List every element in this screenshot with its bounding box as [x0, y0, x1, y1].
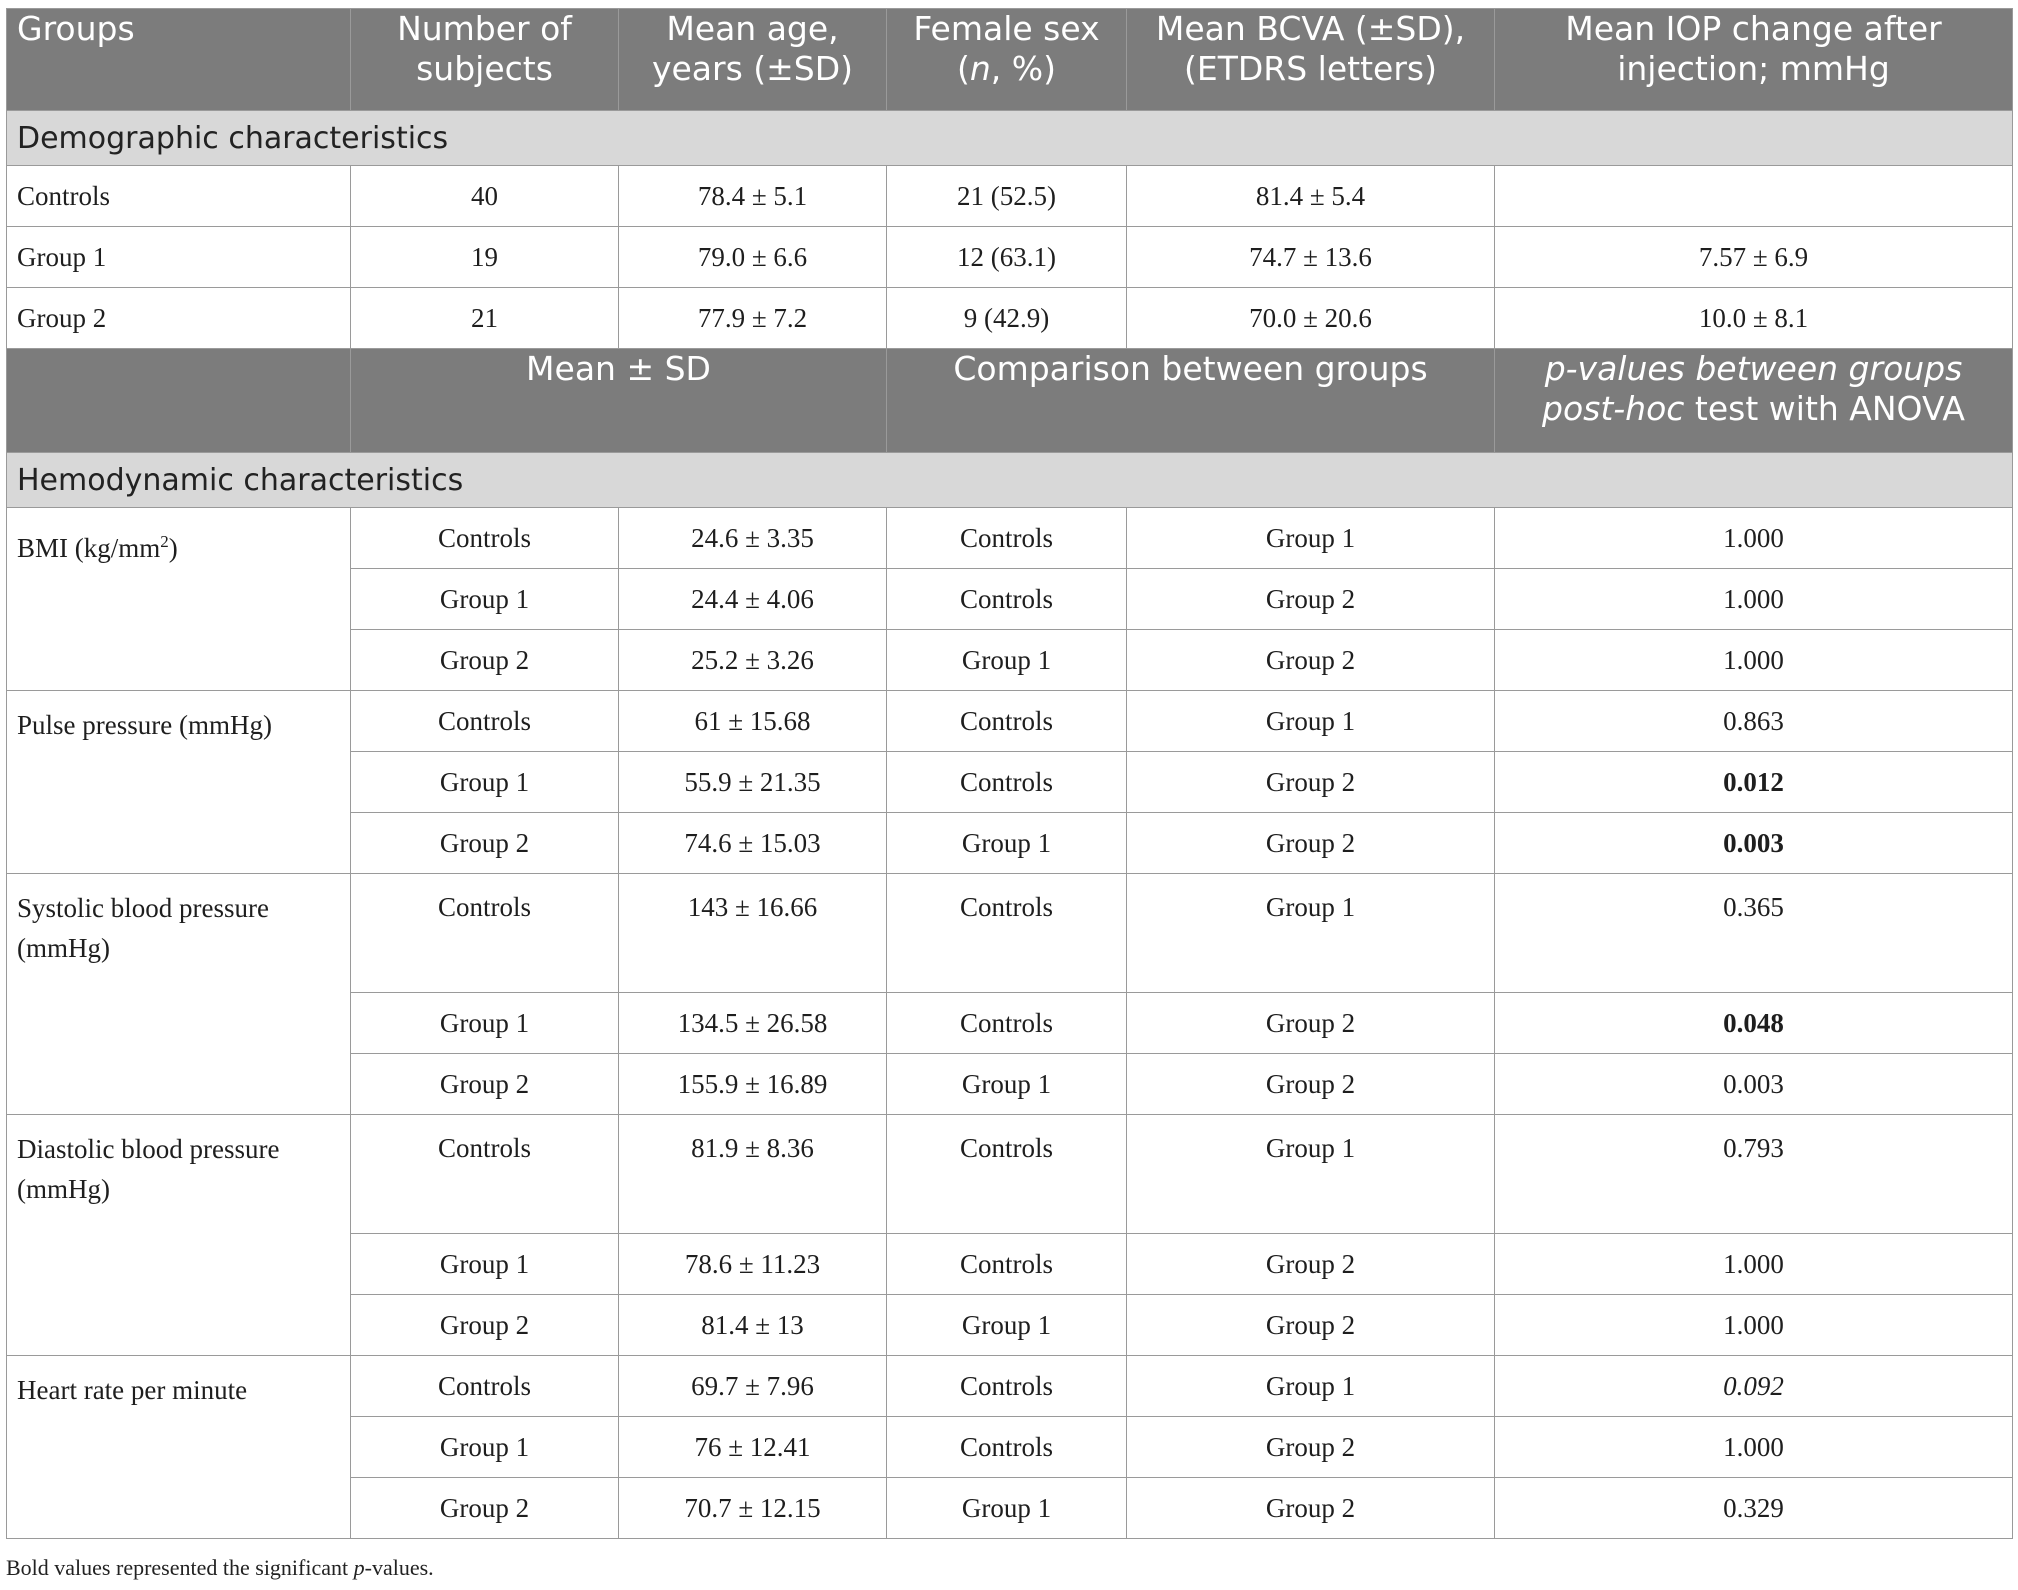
cell-p-value: 0.003 — [1495, 1054, 2013, 1115]
cell-mean-sd: 81.9 ± 8.36 — [619, 1115, 887, 1234]
row-label-heart-rate: Heart rate per minute — [7, 1356, 351, 1539]
cell-compare-b: Group 1 — [1127, 691, 1495, 752]
cell-compare-a: Controls — [887, 1115, 1127, 1234]
cell-mean-sd: 55.9 ± 21.35 — [619, 752, 887, 813]
table-row — [7, 1356, 2013, 1417]
cell-female: 21 (52.5) — [887, 166, 1127, 227]
cell-mean-sd: 69.7 ± 7.96 — [619, 1356, 887, 1417]
col-header-mean-bcva: Mean BCVA (±SD), (ETDRS letters) — [1127, 9, 1495, 111]
cell-p-value-significant: 0.012 — [1495, 752, 2013, 813]
results-table — [6, 8, 2013, 1539]
cell-n: 21 — [351, 288, 619, 349]
cell-p-value: 0.863 — [1495, 691, 2013, 752]
cell-mean-sd: 24.6 ± 3.35 — [619, 508, 887, 569]
cell-p-value-significant: 0.048 — [1495, 993, 2013, 1054]
cell-bcva: 81.4 ± 5.4 — [1127, 166, 1495, 227]
cell-group: Group 2 — [351, 1478, 619, 1539]
cell-compare-a: Controls — [887, 508, 1127, 569]
row-label-bmi: BMI $(kg/mm^2)$ — [7, 508, 351, 691]
cell-group: Group 1 — [351, 569, 619, 630]
table-row — [7, 508, 2013, 569]
col-header-mean-age: Mean age, years (±SD) — [619, 9, 887, 111]
cell-group: Controls — [351, 508, 619, 569]
cell-female: 12 (63.1) — [887, 227, 1127, 288]
cell-compare-b: Group 2 — [1127, 1417, 1495, 1478]
cell-compare-b: Group 1 — [1127, 1115, 1495, 1234]
cell-group: Group 2 — [351, 1295, 619, 1356]
table-footnote: Bold values represented the significant p-values. — [6, 1555, 434, 1580]
cell-compare-a: Controls — [887, 691, 1127, 752]
cell-n: 40 — [351, 166, 619, 227]
cell-compare-a: Controls — [887, 752, 1127, 813]
table-header-row — [7, 9, 2013, 111]
cell-compare-b: Group 2 — [1127, 630, 1495, 691]
table-row — [7, 1115, 2013, 1234]
cell-group: Controls — [351, 874, 619, 993]
section-label: Demographic characteristics — [7, 111, 2013, 166]
cell-compare-a: Group 1 — [887, 1478, 1127, 1539]
table-subheader-row — [7, 349, 2013, 453]
col-header-number-of-subjects: Number of subjects — [351, 9, 619, 111]
cell-p-value: 0.365 — [1495, 874, 2013, 993]
cell-compare-b: Group 1 — [1127, 508, 1495, 569]
row-group: Group 1 — [7, 227, 351, 288]
cell-mean-sd: 134.5 ± 26.58 — [619, 993, 887, 1054]
cell-compare-a: Group 1 — [887, 1295, 1127, 1356]
cell-p-value-significant: 0.003 — [1495, 813, 2013, 874]
table-row — [7, 166, 2013, 227]
cell-compare-a: Group 1 — [887, 630, 1127, 691]
table-row — [7, 874, 2013, 993]
col-header-mean-iop-change: Mean IOP change after injection; mmHg — [1495, 9, 2013, 111]
cell-female: 9 (42.9) — [887, 288, 1127, 349]
cell-mean-sd: 143 ± 16.66 — [619, 874, 887, 993]
subheader-empty — [7, 349, 351, 453]
cell-group: Controls — [351, 691, 619, 752]
table-row — [7, 227, 2013, 288]
cell-age: 77.9 ± 7.2 — [619, 288, 887, 349]
cell-p-value: 1.000 — [1495, 630, 2013, 691]
cell-mean-sd: 61 ± 15.68 — [619, 691, 887, 752]
cell-compare-b: Group 1 — [1127, 1356, 1495, 1417]
cell-group: Controls — [351, 1356, 619, 1417]
cell-p-value: 1.000 — [1495, 508, 2013, 569]
row-label-systolic-bp: Systolic blood pressure (mmHg) — [7, 874, 351, 1115]
table-row — [7, 691, 2013, 752]
cell-p-value: 1.000 — [1495, 1417, 2013, 1478]
cell-bcva: 70.0 ± 20.6 — [1127, 288, 1495, 349]
cell-compare-a: Group 1 — [887, 813, 1127, 874]
cell-group: Group 1 — [351, 993, 619, 1054]
cell-compare-b: Group 2 — [1127, 813, 1495, 874]
cell-mean-sd: 81.4 ± 13 — [619, 1295, 887, 1356]
cell-mean-sd: 78.6 ± 11.23 — [619, 1234, 887, 1295]
cell-mean-sd: 74.6 ± 15.03 — [619, 813, 887, 874]
cell-compare-b: Group 2 — [1127, 1295, 1495, 1356]
cell-compare-a: Controls — [887, 993, 1127, 1054]
cell-compare-a: Group 1 — [887, 1054, 1127, 1115]
row-group: Group 2 — [7, 288, 351, 349]
section-demographic — [7, 111, 2013, 166]
cell-group: Group 2 — [351, 630, 619, 691]
cell-group: Group 2 — [351, 813, 619, 874]
cell-mean-sd: 76 ± 12.41 — [619, 1417, 887, 1478]
cell-mean-sd: 70.7 ± 12.15 — [619, 1478, 887, 1539]
col-header-comparison: Comparison between groups — [887, 349, 1495, 453]
cell-mean-sd: 155.9 ± 16.89 — [619, 1054, 887, 1115]
cell-iop: 7.57 ± 6.9 — [1495, 227, 2013, 288]
cell-group: Group 1 — [351, 1234, 619, 1295]
cell-compare-b: Group 2 — [1127, 569, 1495, 630]
cell-compare-a: Controls — [887, 874, 1127, 993]
row-label-pulse-pressure: Pulse pressure (mmHg) — [7, 691, 351, 874]
cell-iop: 10.0 ± 8.1 — [1495, 288, 2013, 349]
cell-bcva: 74.7 ± 13.6 — [1127, 227, 1495, 288]
cell-mean-sd: 24.4 ± 4.06 — [619, 569, 887, 630]
cell-p-value: 1.000 — [1495, 1234, 2013, 1295]
cell-mean-sd: 25.2 ± 3.26 — [619, 630, 887, 691]
cell-age: 78.4 ± 5.1 — [619, 166, 887, 227]
cell-p-value: 1.000 — [1495, 569, 2013, 630]
cell-compare-a: Controls — [887, 1417, 1127, 1478]
col-header-female-sex: Female sex (n, %) — [887, 9, 1127, 111]
cell-n: 19 — [351, 227, 619, 288]
cell-age: 79.0 ± 6.6 — [619, 227, 887, 288]
cell-group: Group 1 — [351, 752, 619, 813]
cell-compare-b: Group 2 — [1127, 752, 1495, 813]
cell-iop — [1495, 166, 2013, 227]
col-header-mean-sd: Mean ± SD — [351, 349, 887, 453]
section-label: Hemodynamic characteristics — [7, 453, 2013, 508]
col-header-p-values: p-values between groups post-hoc test with ANOVA — [1495, 349, 2013, 453]
row-group: Controls — [7, 166, 351, 227]
cell-p-value: 0.793 — [1495, 1115, 2013, 1234]
cell-compare-b: Group 2 — [1127, 993, 1495, 1054]
cell-p-value: 0.329 — [1495, 1478, 2013, 1539]
col-header-groups: Groups — [7, 9, 351, 111]
table-row — [7, 288, 2013, 349]
cell-compare-a: Controls — [887, 569, 1127, 630]
section-hemodynamic — [7, 453, 2013, 508]
cell-group: Controls — [351, 1115, 619, 1234]
cell-compare-b: Group 2 — [1127, 1478, 1495, 1539]
cell-compare-a: Controls — [887, 1234, 1127, 1295]
row-label-diastolic-bp: Diastolic blood pressure (mmHg) — [7, 1115, 351, 1356]
cell-compare-a: Controls — [887, 1356, 1127, 1417]
cell-p-value-trend: 0.092 — [1495, 1356, 2013, 1417]
cell-compare-b: Group 1 — [1127, 874, 1495, 993]
cell-compare-b: Group 2 — [1127, 1054, 1495, 1115]
cell-p-value: 1.000 — [1495, 1295, 2013, 1356]
cell-group: Group 2 — [351, 1054, 619, 1115]
cell-compare-b: Group 2 — [1127, 1234, 1495, 1295]
cell-group: Group 1 — [351, 1417, 619, 1478]
